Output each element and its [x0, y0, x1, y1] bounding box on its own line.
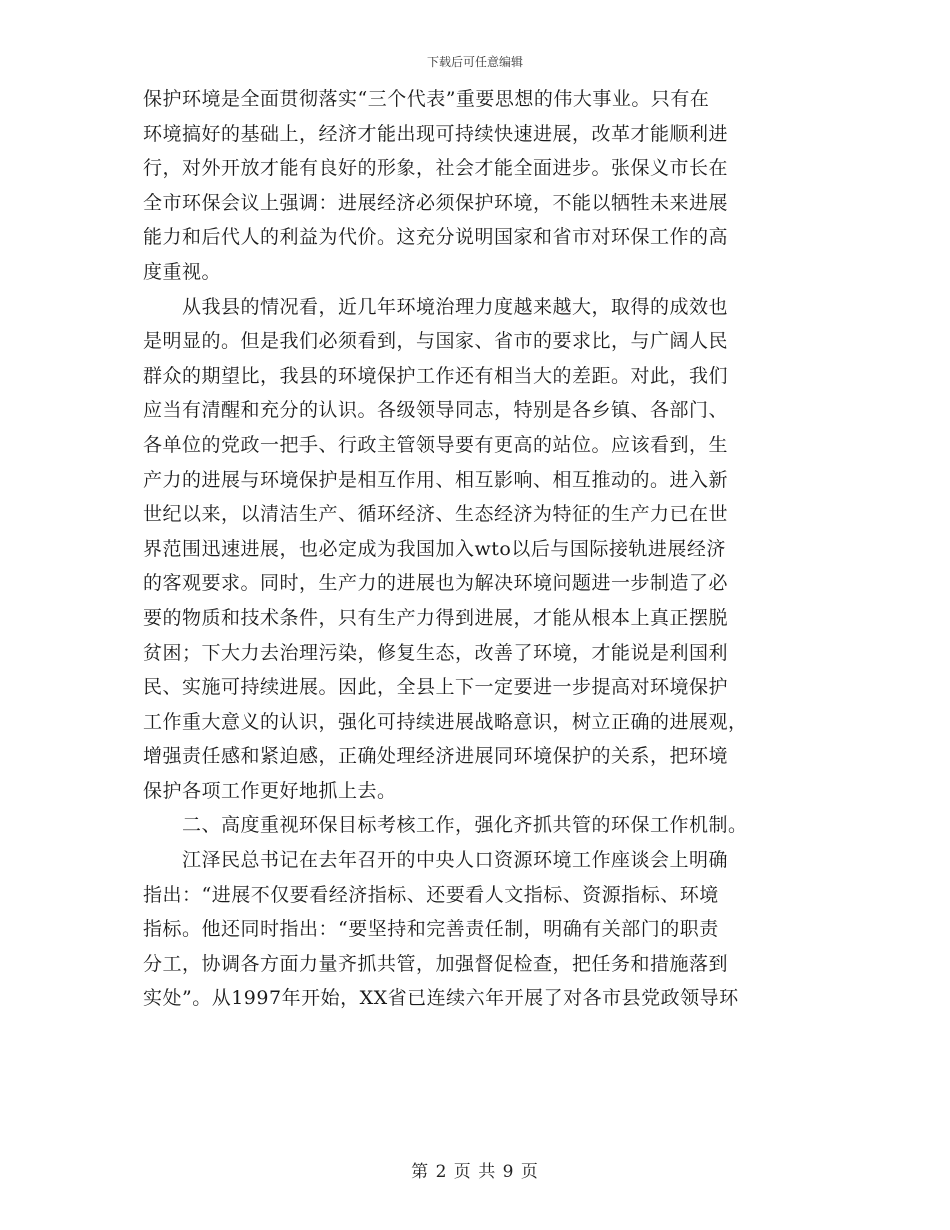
text-line: 江泽民总书记在去年召开的中央人口资源环境工作座谈会上明确 — [143, 849, 729, 872]
text-line: 界范围迅速进展，也必定成为我国加入wto以后与国际接轨进展经济 — [143, 537, 726, 560]
page-number: 第 2 页 共 9 页 — [411, 1162, 539, 1182]
text-line: 全市环保会议上强调：进展经济必须保护环境，不能以牺牲未来进展 — [143, 191, 729, 214]
text-line: 指标。他还同时指出：“要坚持和完善责任制，明确有关部门的职责 — [143, 918, 719, 941]
text-line: 产力的进展与环境保护是相互作用、相互影响、相互推动的。进入新 — [143, 468, 729, 491]
text-line: 分工，协调各方面力量齐抓共管，加强督促检查，把任务和措施落到 — [143, 952, 729, 975]
text-line: 环境搞好的基础上，经济才能出现可持续快速进展，改革才能顺利进 — [143, 122, 729, 145]
page-header: 下载后可任意编辑 — [426, 55, 523, 69]
text-line: 度重视。 — [143, 260, 222, 283]
text-line: 能力和后代人的利益为代价。这充分说明国家和省市对环保工作的高 — [143, 226, 729, 249]
text-line: 工作重大意义的认识，强化可持续进展战略意识，树立正确的进展观， — [143, 710, 748, 733]
text-line: 贫困；下大力去治理污染，修复生态，改善了环境，才能说是利国利 — [143, 641, 729, 664]
text-line: 增强责任感和紧迫感，正确处理经济进展同环境保护的关系，把环境 — [143, 745, 729, 768]
text-line: 行，对外开放才能有良好的形象，社会才能全面进步。张保义市长在 — [143, 157, 729, 180]
document-body — [143, 82, 811, 1016]
text-line: 群众的期望比，我县的环境保护工作还有相当大的差距。对此，我们 — [143, 364, 729, 387]
text-line: 从我县的情况看，近几年环境治理力度越来越大，取得的成效也 — [143, 295, 729, 318]
text-line: 保护各项工作更好地抓上去。 — [143, 779, 397, 802]
text-line: 实处”。从1997年开始，XX省已连续六年开展了对各市县党政领导环 — [143, 987, 739, 1010]
text-line: 的客观要求。同时，生产力的进展也为解决环境问题进一步制造了必 — [143, 572, 729, 595]
text-line: 各单位的党政一把手、行政主管领导要有更高的站位。应该看到，生 — [143, 433, 729, 456]
text-line: 保护环境是全面贯彻落实“三个代表”重要思想的伟大事业。只有在 — [143, 88, 710, 110]
text-line: 世纪以来，以清洁生产、循环经济、生态经济为特征的生产力已在世 — [143, 503, 729, 526]
text-line: 是明显的。但是我们必须看到，与国家、省市的要求比，与广阔人民 — [143, 330, 729, 353]
section-heading: 二、高度重视环保目标考核工作，强化齐抓共管的环保工作机制。 — [143, 814, 748, 837]
text-line: 指出：“进展不仅要看经济指标、还要看人文指标、资源指标、环境 — [143, 883, 719, 906]
text-line: 要的物质和技术条件，只有生产力得到进展，才能从根本上真正摆脱 — [143, 606, 729, 629]
text-line: 应当有清醒和充分的认识。各级领导同志，特别是各乡镇、各部门、 — [143, 399, 729, 422]
text-line: 民、实施可持续进展。因此，全县上下一定要进一步提高对环境保护 — [143, 676, 729, 699]
